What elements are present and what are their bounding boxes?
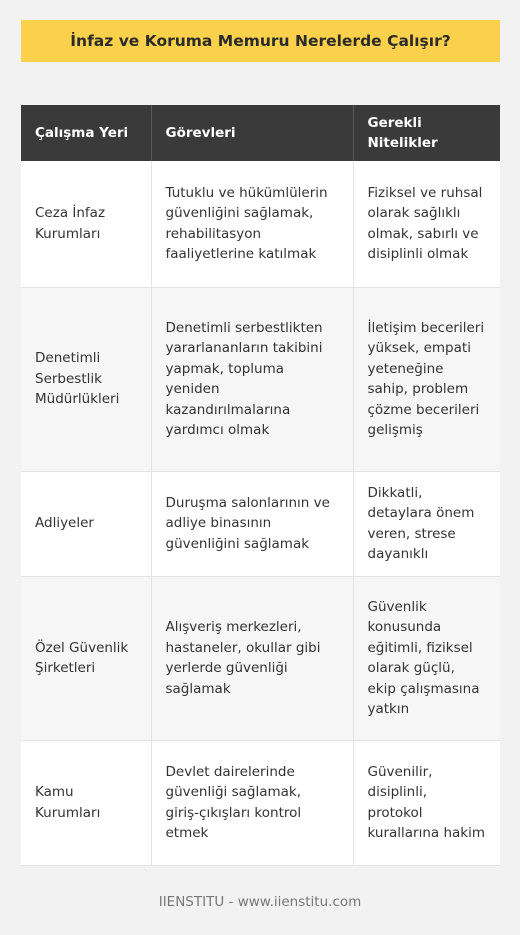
duties-cell: Denetimli serbestlikten yararlananların takibini yapmak, topluma yeniden kazandırılmalarına yardımcı olmak (151, 287, 353, 471)
table-row (21, 576, 500, 740)
qualifications-cell: Dikkatli, detaylara önem veren, strese dayanıklı (353, 471, 500, 576)
qualifications-cell: İletişim becerileri yüksek, empati yeteneğine sahip, problem çözme becerileri gelişmiş (353, 287, 500, 471)
workplaces-table (21, 105, 500, 866)
table-row (21, 740, 500, 865)
footer-credit: IIENSTITU - www.iienstitu.com (158, 894, 362, 910)
table-row (21, 161, 500, 287)
duties-cell: Devlet dairelerinde güvenliği sağlamak, giriş-çıkışları kontrol etmek (151, 740, 353, 865)
workplace-cell: Adliyeler (21, 471, 151, 576)
column-header-duties: Görevleri (151, 105, 353, 161)
column-header-workplace: Çalışma Yeri (21, 105, 151, 161)
workplace-cell: Denetimli Serbestlik Müdürlükleri (21, 287, 151, 471)
table-row (21, 287, 500, 471)
table-row (21, 471, 500, 576)
table-header-row (21, 105, 500, 161)
duties-cell: Alışveriş merkezleri, hastaneler, okullar gibi yerlerde güvenliği sağlamak (151, 576, 353, 740)
workplace-cell: Kamu Kurumları (21, 740, 151, 865)
column-header-qualifications: Gerekli Nitelikler (353, 105, 500, 161)
page-title: İnfaz ve Koruma Memuru Nerelerde Çalışır? (21, 20, 500, 62)
workplace-cell: Ceza İnfaz Kurumları (21, 161, 151, 287)
duties-cell: Tutuklu ve hükümlülerin güvenliğini sağlamak, rehabilitasyon faaliyetlerine katılmak (151, 161, 353, 287)
qualifications-cell: Fiziksel ve ruhsal olarak sağlıklı olmak, sabırlı ve disiplinli olmak (353, 161, 500, 287)
qualifications-cell: Güvenilir, disiplinli, protokol kurallarına hakim (353, 740, 500, 865)
qualifications-cell: Güvenlik konusunda eğitimli, fiziksel olarak güçlü, ekip çalışmasına yatkın (353, 576, 500, 740)
workplace-cell: Özel Güvenlik Şirketleri (21, 576, 151, 740)
duties-cell: Duruşma salonlarının ve adliye binasının güvenliğini sağlamak (151, 471, 353, 576)
